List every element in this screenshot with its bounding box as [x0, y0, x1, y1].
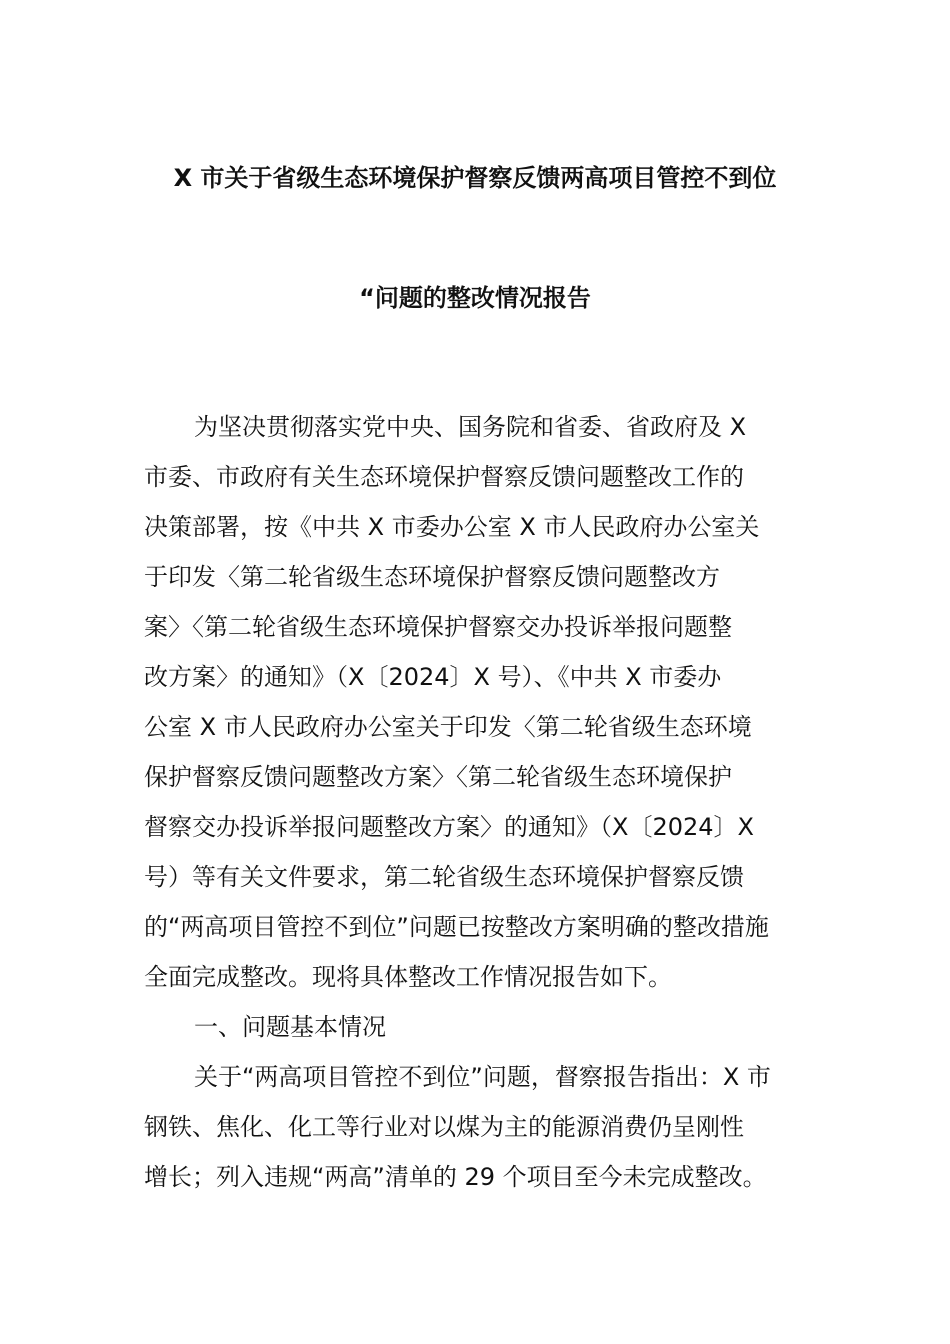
document-title-line-1: X 市关于省级生态环境保护督察反馈两高项目管控不到位: [173, 164, 777, 192]
paragraph-line: 市委、市政府有关生态环境保护督察反馈问题整改工作的: [144, 463, 744, 491]
document-body: [144, 402, 808, 1202]
paragraph-line: 全面完成整改。现将具体整改工作情况报告如下。: [144, 963, 672, 991]
section-heading: 一、问题基本情况: [194, 1013, 386, 1041]
paragraph-line: 为坚决贯彻落实党中央、国务院和省委、省政府及 X: [194, 413, 747, 441]
paragraph-line: 公室 X 市人民政府办公室关于印发〈第二轮省级生态环境: [144, 713, 752, 741]
paragraph-line: 案〉〈第二轮省级生态环境保护督察交办投诉举报问题整: [144, 613, 732, 641]
paragraph-line: 增长；列入违规“两高”清单的 29 个项目至今未完成整改。: [144, 1163, 767, 1191]
paragraph-line: 保护督察反馈问题整改方案〉〈第二轮省级生态环境保护: [144, 763, 732, 791]
paragraph-line: 改方案〉的通知》（X〔2024〕X 号）、《中共 X 市委办: [144, 663, 722, 691]
paragraph-line: 号）等有关文件要求，第二轮省级生态环境保护督察反馈: [144, 863, 744, 891]
paragraph-line: 督察交办投诉举报问题整改方案〉的通知》（X〔2024〕X: [144, 813, 754, 841]
paragraph-line: 关于“两高项目管控不到位”问题，督察报告指出：X 市: [194, 1063, 771, 1091]
paragraph-line: 钢铁、焦化、化工等行业对以煤为主的能源消费仍呈刚性: [144, 1113, 744, 1141]
paragraph-line: 的“两高项目管控不到位”问题已按整改方案明确的整改措施: [144, 913, 769, 941]
paragraph-line: 于印发〈第二轮省级生态环境保护督察反馈问题整改方: [144, 563, 720, 591]
paragraph-line: 决策部署，按《中共 X 市委办公室 X 市人民政府办公室关: [144, 513, 760, 541]
document-title-line-2: “问题的整改情况报告: [359, 284, 591, 312]
